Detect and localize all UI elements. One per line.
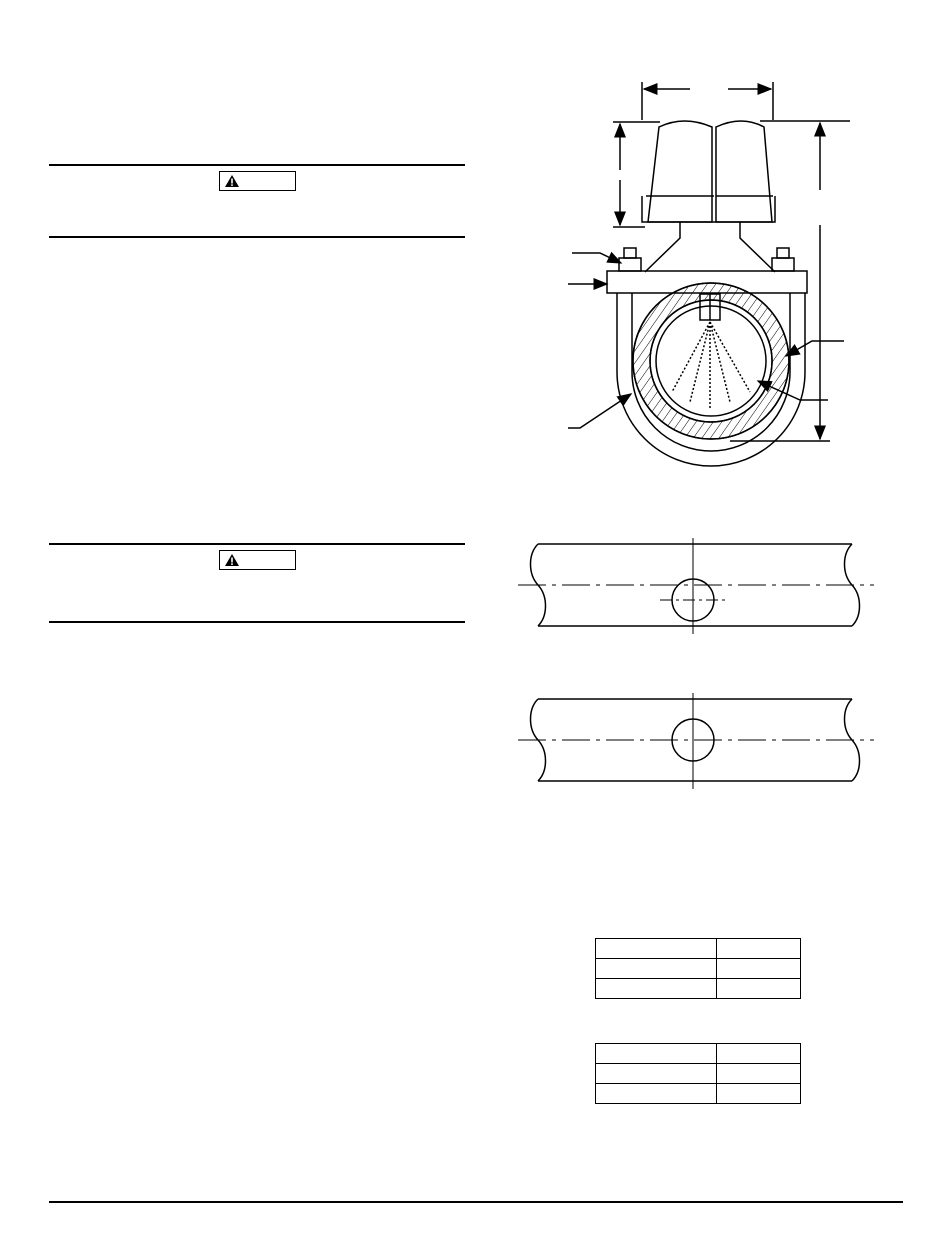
table-row	[596, 979, 801, 999]
pipe-view-lower	[0, 685, 950, 805]
dimension-table-2	[595, 1043, 801, 1104]
table-row	[596, 959, 801, 979]
dimension-table-1	[595, 938, 801, 999]
pipe-view-upper	[0, 530, 950, 650]
table-row	[596, 1084, 801, 1104]
footer-rule	[49, 1201, 903, 1203]
table-row	[596, 1064, 801, 1084]
spray-nozzle-saddle-diagram	[0, 0, 950, 470]
table-row	[596, 939, 801, 959]
table-row	[596, 1044, 801, 1064]
